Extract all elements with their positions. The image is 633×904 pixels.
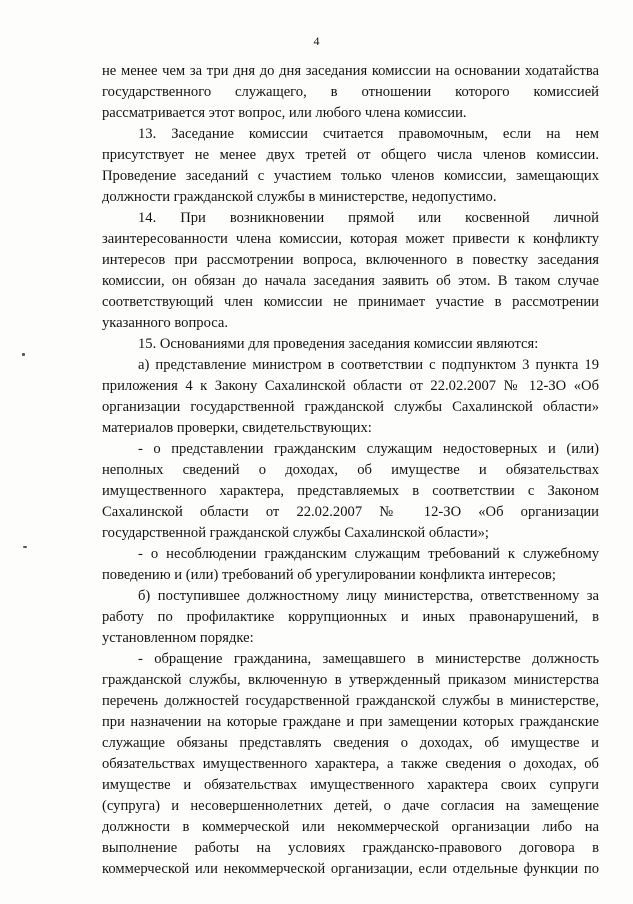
text-line: государственной гражданской службы Сахалинской области»; [102,525,489,541]
text-line: государственного служащего, в отношении которого комиссией [102,84,599,100]
text-line: - обращение гражданина, замещавшего в министерстве должность [138,651,599,667]
text-line: б) поступившее должностному лицу министерства, ответственному за [138,588,599,604]
text-line: рассматривается этот вопрос, или любого члена комиссии. [102,105,467,121]
text-line: работу по профилактике коррупционных и иных правонарушений, в [102,609,599,625]
text-line: должности гражданской службы в министерстве, недопустимо. [102,189,497,205]
text-line: не менее чем за три дня до дня заседания комиссии на основании ходатайства [102,63,599,79]
text-line: установленном порядке: [102,630,254,646]
text-line: комиссии, он обязан до начала заседания заявить об этом. В таком случае [102,273,599,289]
text-line: материалов проверки, свидетельствующих: [102,420,372,436]
text-line: имущественного характера, представляемых в соответствии с Законом [102,483,599,499]
text-line: неполных сведений о доходах, об имуществе и обязательствах [102,462,599,478]
text-line: организации государственной гражданской службы Сахалинской области» [102,399,599,415]
text-line: перечень должностей государственной гражданской службы в министерстве, [102,693,599,709]
text-line: соответствующий член комиссии не принимает участие в рассмотрении [102,294,599,310]
text-line: 13. Заседание комиссии считается правомочным, если на нем [138,126,599,142]
text-line: должности в коммерческой или некоммерческой организации либо на [102,819,599,835]
scan-speck [22,353,25,356]
text-line: приложения 4 к Закону Сахалинской области от 22.02.2007 № 12-ЗО «Об [102,378,599,394]
text-line: 14. При возникновении прямой или косвенной личной [138,210,599,226]
text-line: служащие обязаны представлять сведения о доходах, об имуществе и [102,735,599,751]
text-line: Проведение заседаний с участием только членов комиссии, замещающих [102,168,599,184]
text-line: гражданской службы, включенную в утвержденный приказом министерства [102,672,599,688]
text-line: Сахалинской области от 22.02.2007 № 12-ЗО «Об организации [102,504,599,520]
text-line: (супруга) и несовершеннолетних детей, о даче согласия на замещение [102,798,599,814]
text-line: - о представлении гражданским служащим недостоверных и (или) [138,441,599,457]
text-line: поведению и (или) требований об урегулировании конфликта интересов; [102,567,556,583]
text-line: при назначении на которые граждане и при замещении которых гражданские [102,714,599,730]
text-line: обязательствах имущественного характера, а также сведения о доходах, об [102,756,599,772]
text-line: присутствует не менее двух третей от общего числа членов комиссии. [102,147,599,163]
text-line: коммерческой или некоммерческой организации, если отдельные функции по [102,861,599,877]
text-line: выполнение работы на условиях гражданско-правового договора в [102,840,599,856]
page-number: 4 [313,34,320,48]
text-line: интересов при рассмотрении вопроса, включенного в повестку заседания [102,252,599,268]
text-line: заинтересованности члена комиссии, которая может привести к конфликту [102,231,599,247]
text-line: а) представление министром в соответствии с подпунктом 3 пункта 19 [138,357,599,373]
text-line: имуществе и обязательствах имущественного характера своих супруги [102,777,599,793]
text-line: 15. Основаниями для проведения заседания комиссии являются: [138,336,539,352]
text-line: - о несоблюдении гражданским служащим требований к служебному [138,546,599,562]
text-line: указанного вопроса. [102,315,229,331]
scan-speck [23,546,27,548]
